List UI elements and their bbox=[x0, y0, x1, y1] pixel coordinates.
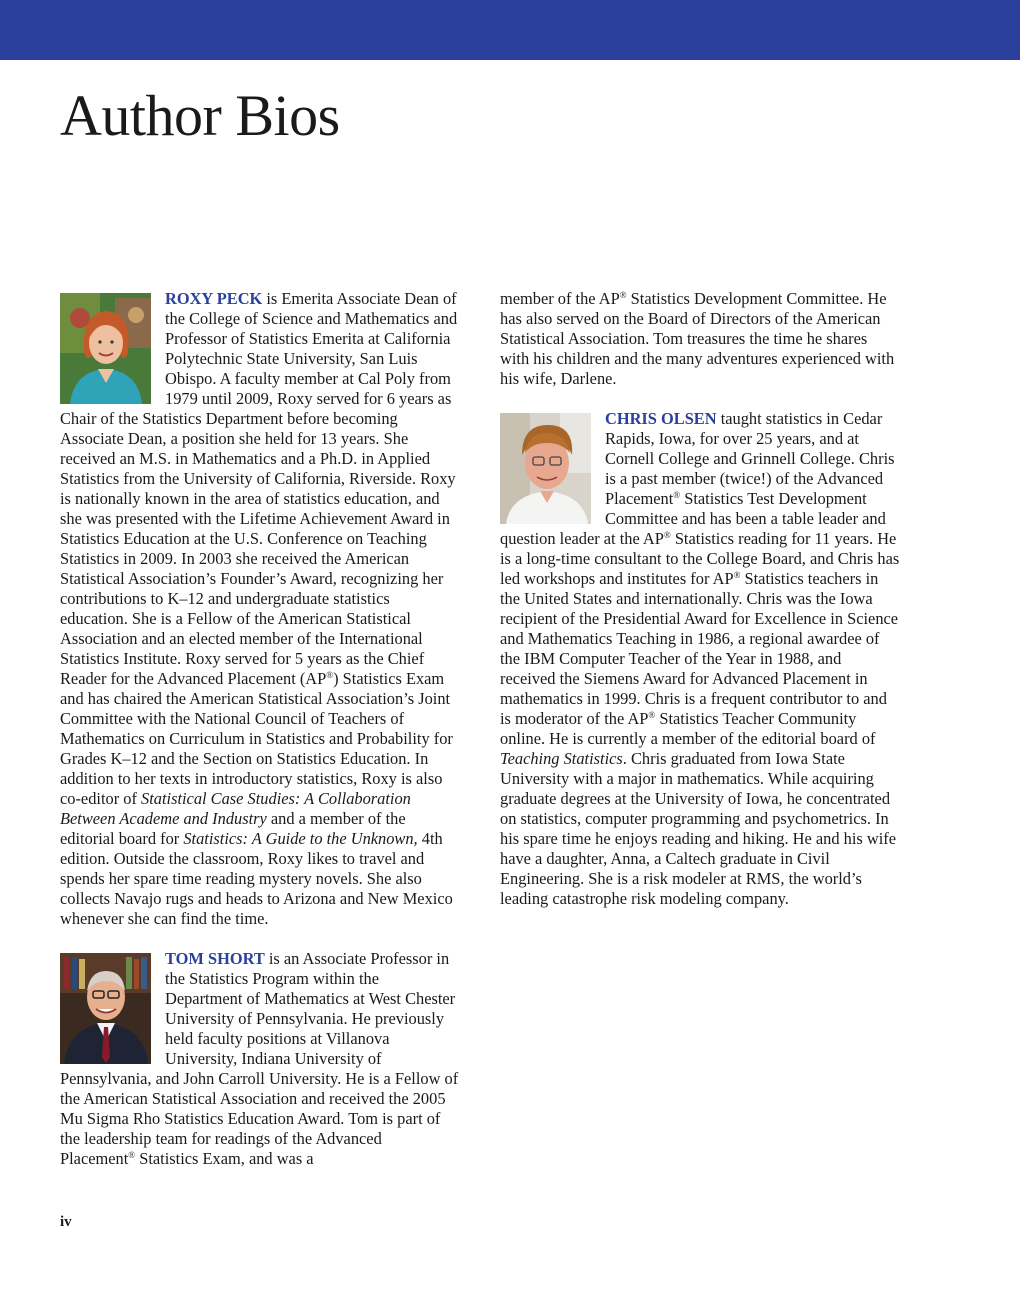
bio-chris-olsen: CHRIS OLSEN taught statistics in Cedar Rapids, Iowa, for over 25 years, and at Cornell College and Grinnell College. Chris is a past member (twice!) of the Advanced Placement® Statistics Test Development Committee and has been a table leader and question leader at the AP® Statistics reading for 11 years. He is a long-time consultant to the College Board, and Chris has led workshops and institutes for AP® Statistics teachers in the United States and internationally. Chris was the Iowa recipient of the Presidential Award for Excellence in Science and Mathematics Teaching in 1986, a regional awardee of the IBM Computer Teacher of the Year in 1988, and received the Siemens Award for Advanced Placement in mathematics in 1999. Chris is a frequent contributor to and is moderator of the AP® Statistics Teacher Community online. He is currently a member of the editorial board of Teaching Statistics. Chris graduated from Iowa State University with a major in mathematics. While acquiring graduate degrees at the University of Iowa, he concentrated on statistics, computer programming and psychometrics. In his spare time he enjoys reading and hiking. He and his wife have a daughter, Anna, a Caltech graduate in Civil Engineering. She is a risk modeler at RMS, the world’s leading catastrophe risk modeling company. bbox=[500, 409, 900, 908]
author-name: ROXY PECK bbox=[165, 289, 263, 308]
bio-tom-short-continued: member of the AP® Statistics Development Committee. He has also served on the Board of Directors of the American Statistical Association. Tom treasures the time he shares with his children and the many adventures experienced with his wife, Darlene. bbox=[500, 289, 895, 388]
portrait-roxy-peck-photo bbox=[60, 293, 151, 404]
registered-mark: ® bbox=[663, 530, 671, 540]
right-column bbox=[500, 289, 900, 929]
bio-tom-short: TOM SHORT is an Associate Professor in the Statistics Program within the Department of Mathematics at West Chester University of Pennsylvania. He previously held faculty positions at Villanova University, Indiana University of Pennsylvania, and John Carroll University. He is a Fellow of the American Statistical Association and received the 2005 Mu Sigma Rho Statistics Education Award. Tom is part of the leadership team for readings of the Advanced Placement® Statistics Exam, and was a bbox=[60, 949, 459, 1168]
registered-mark: ® bbox=[673, 490, 681, 500]
registered-mark: ® bbox=[326, 670, 334, 680]
page-number: iv bbox=[60, 1214, 72, 1230]
journal-title: Teaching Statistics bbox=[500, 749, 623, 768]
book-title: Statistics: A Guide to the Unknown, bbox=[183, 829, 418, 848]
registered-mark: ® bbox=[619, 290, 627, 300]
author-name: CHRIS OLSEN bbox=[605, 409, 717, 428]
author-name: TOM SHORT bbox=[165, 949, 265, 968]
portrait-tom-short-photo bbox=[60, 953, 151, 1064]
portrait-chris-olsen-photo bbox=[500, 413, 591, 524]
page-title: Author Bios bbox=[60, 83, 340, 148]
book-title: Statistical Case Studies: A Collaboration Between Academe and Industry bbox=[60, 789, 411, 828]
bio-roxy-peck: ROXY PECK is Emerita Associate Dean of the College of Science and Mathematics and Professor of Statistics Emerita at California Polytechnic State University, San Luis Obispo. A faculty member at Cal Poly from 1979 until 2009, Roxy served for 6 years as Chair of the Statistics Department before becoming Associate Dean, a position she held for 13 years. She received an M.S. in Mathematics and a Ph.D. in Applied Statistics from the University of California, Riverside. Roxy is nationally known in the area of statistics education, and she was presented with the Lifetime Achievement Award in Statistics Education at the U.S. Conference on Teaching Statistics in 2009. In 2003 she received the American Statistical Association’s Founder’s Award, recognizing her contributions to K–12 and undergraduate statistics education. She is a Fellow of the American Statistical Association and an elected member of the International Statistics Institute. Roxy served for 5 years as the Chief Reader for the Advanced Placement (AP®) Statistics Exam and has chaired the American Statistical Association’s Joint Committee with the National Council of Teachers of Mathematics on Curriculum in Statistics and Probability for Grades K–12 and the Section on Statistics Education. In addition to her texts in introductory statistics, Roxy is also co-editor of Statistical Case Studies: A Collaboration Between Academe and Industry and a member of the editorial board for Statistics: A Guide to the Unknown, 4th edition. Outside the classroom, Roxy likes to travel and spends her spare time reading mystery novels. She also collects Navajo rugs and heads to Arizona and New Mexico whenever she can find the time. bbox=[60, 289, 458, 928]
registered-mark: ® bbox=[128, 1150, 136, 1160]
registered-mark: ® bbox=[648, 710, 656, 720]
header-band bbox=[0, 0, 1020, 60]
left-column bbox=[60, 289, 460, 1189]
registered-mark: ® bbox=[733, 570, 741, 580]
